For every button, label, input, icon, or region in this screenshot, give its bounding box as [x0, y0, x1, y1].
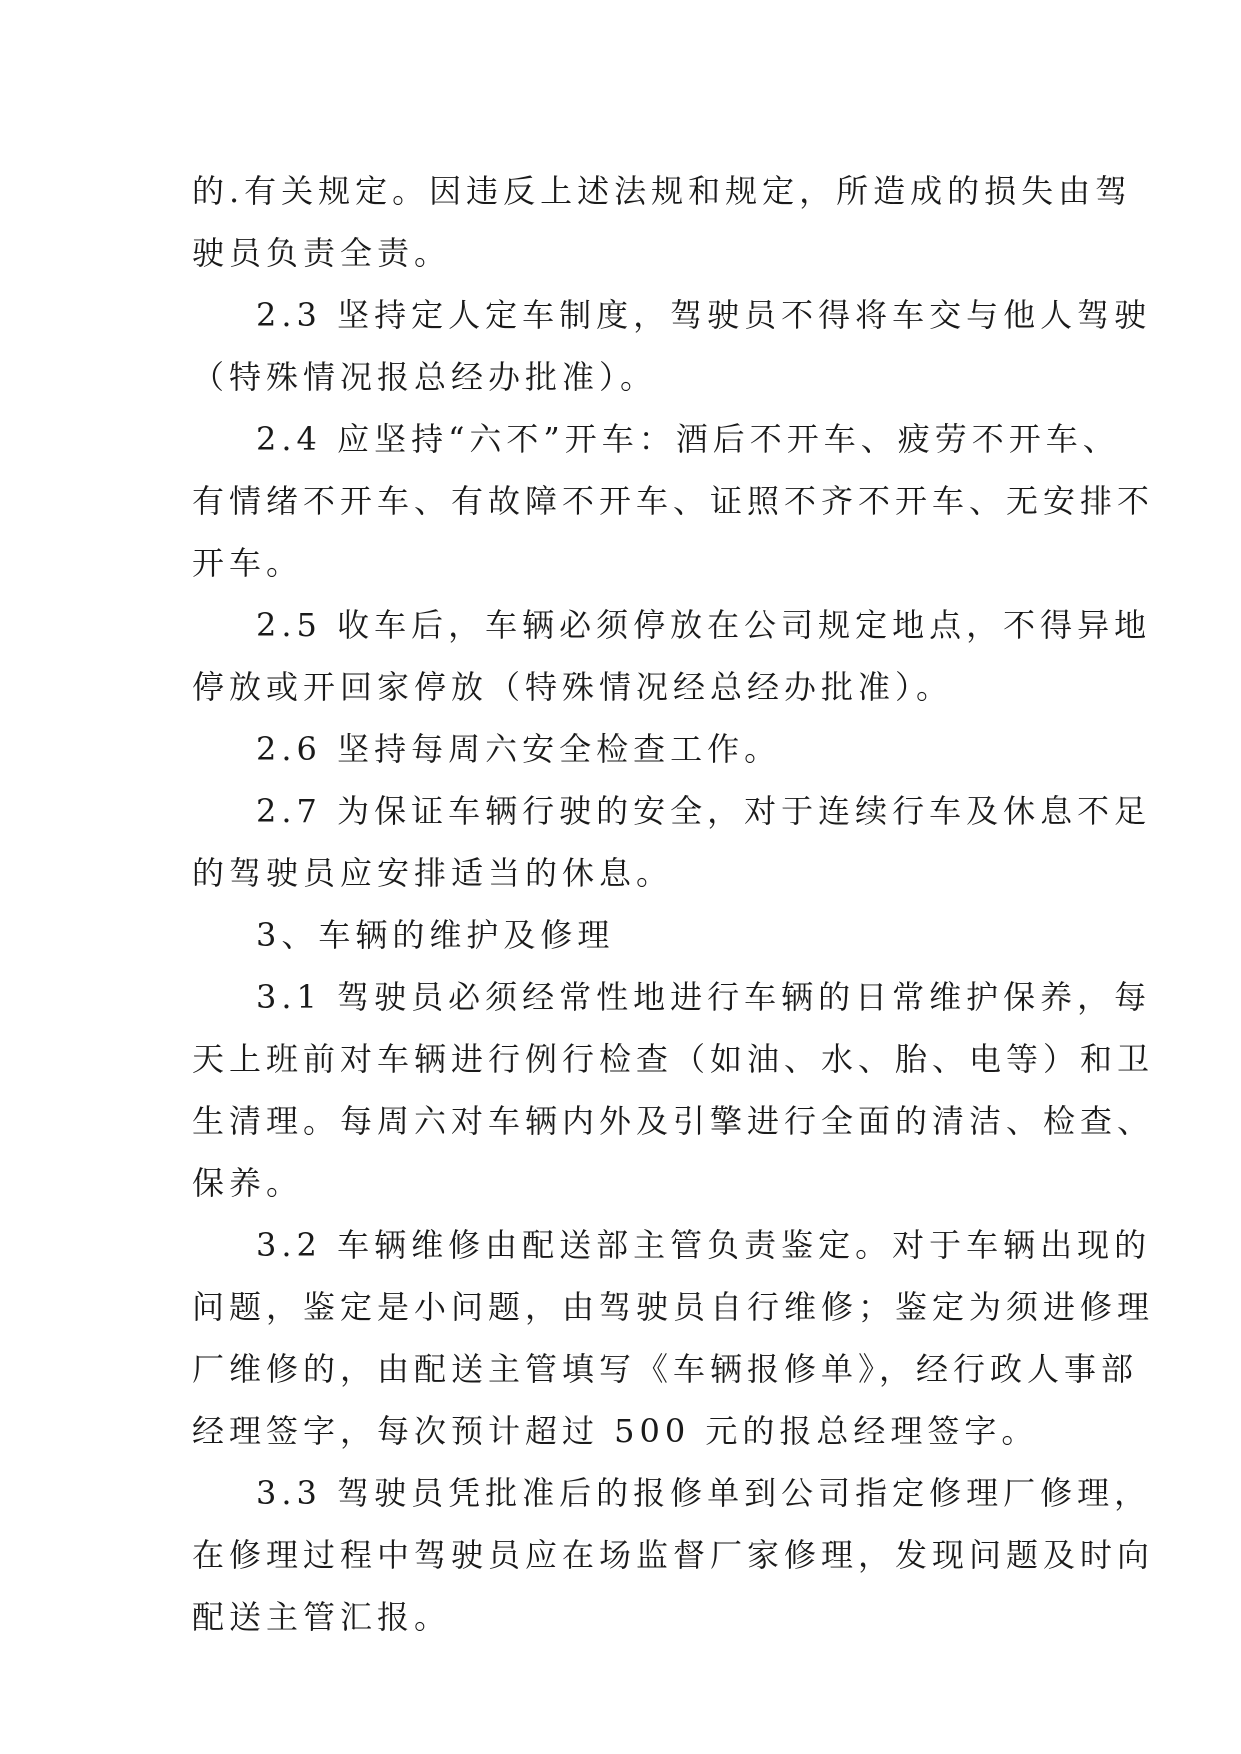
text-line: 经理签字，每次预计超过 500 元的报总经理签字。 — [192, 1412, 1039, 1450]
text-line: 有情绪不开车、有故障不开车、证照不齐不开车、无安排不 — [192, 482, 1155, 520]
text-line: 生清理。每周六对车辆内外及引擎进行全面的清洁、检查、 — [192, 1102, 1155, 1140]
text-line: 3.3 驾驶员凭批准后的报修单到公司指定修理厂修理， — [256, 1474, 1152, 1512]
text-line: （特殊情况报总经办批准）。 — [192, 358, 658, 396]
text-line: 3.1 驾驶员必须经常性地进行车辆的日常维护保养，每 — [256, 978, 1152, 1016]
text-line: 配送主管汇报。 — [192, 1598, 452, 1636]
text-line: 驶员负责全责。 — [192, 234, 452, 272]
text-line: 2.4 应坚持“六不”开车：酒后不开车、疲劳不开车、 — [256, 420, 1120, 458]
text-line: 在修理过程中驾驶员应在场监督厂家修理，发现问题及时向 — [192, 1536, 1155, 1574]
text-line: 问题，鉴定是小问题，由驾驶员自行维修；鉴定为须进修理 — [192, 1288, 1155, 1326]
text-line: 厂维修的，由配送主管填写《车辆报修单》，经行政人事部 — [192, 1350, 1139, 1388]
text-line: 开车。 — [192, 544, 304, 582]
text-line: 2.3 坚持定人定车制度，驾驶员不得将车交与他人驾驶 — [256, 296, 1152, 334]
text-line: 停放或开回家停放（特殊情况经总经办批准）。 — [192, 668, 954, 706]
document-body — [192, 160, 1155, 1648]
text-line: 的驾驶员应安排适当的休息。 — [192, 854, 674, 892]
text-line: 2.6 坚持每周六安全检查工作。 — [256, 730, 782, 768]
text-line: 3.2 车辆维修由配送部主管负责鉴定。对于车辆出现的 — [256, 1226, 1152, 1264]
text-line: 天上班前对车辆进行例行检查（如油、水、胎、电等）和卫 — [192, 1040, 1155, 1078]
text-line: 的.有关规定。因违反上述法规和规定，所造成的损失由驾 — [192, 172, 1133, 210]
text-line: 保养。 — [192, 1164, 304, 1202]
text-line: 2.5 收车后，车辆必须停放在公司规定地点，不得异地 — [256, 606, 1152, 644]
text-line: 2.7 为保证车辆行驶的安全，对于连续行车及休息不足 — [256, 792, 1152, 830]
section-heading: 3、车辆的维护及修理 — [256, 916, 615, 954]
